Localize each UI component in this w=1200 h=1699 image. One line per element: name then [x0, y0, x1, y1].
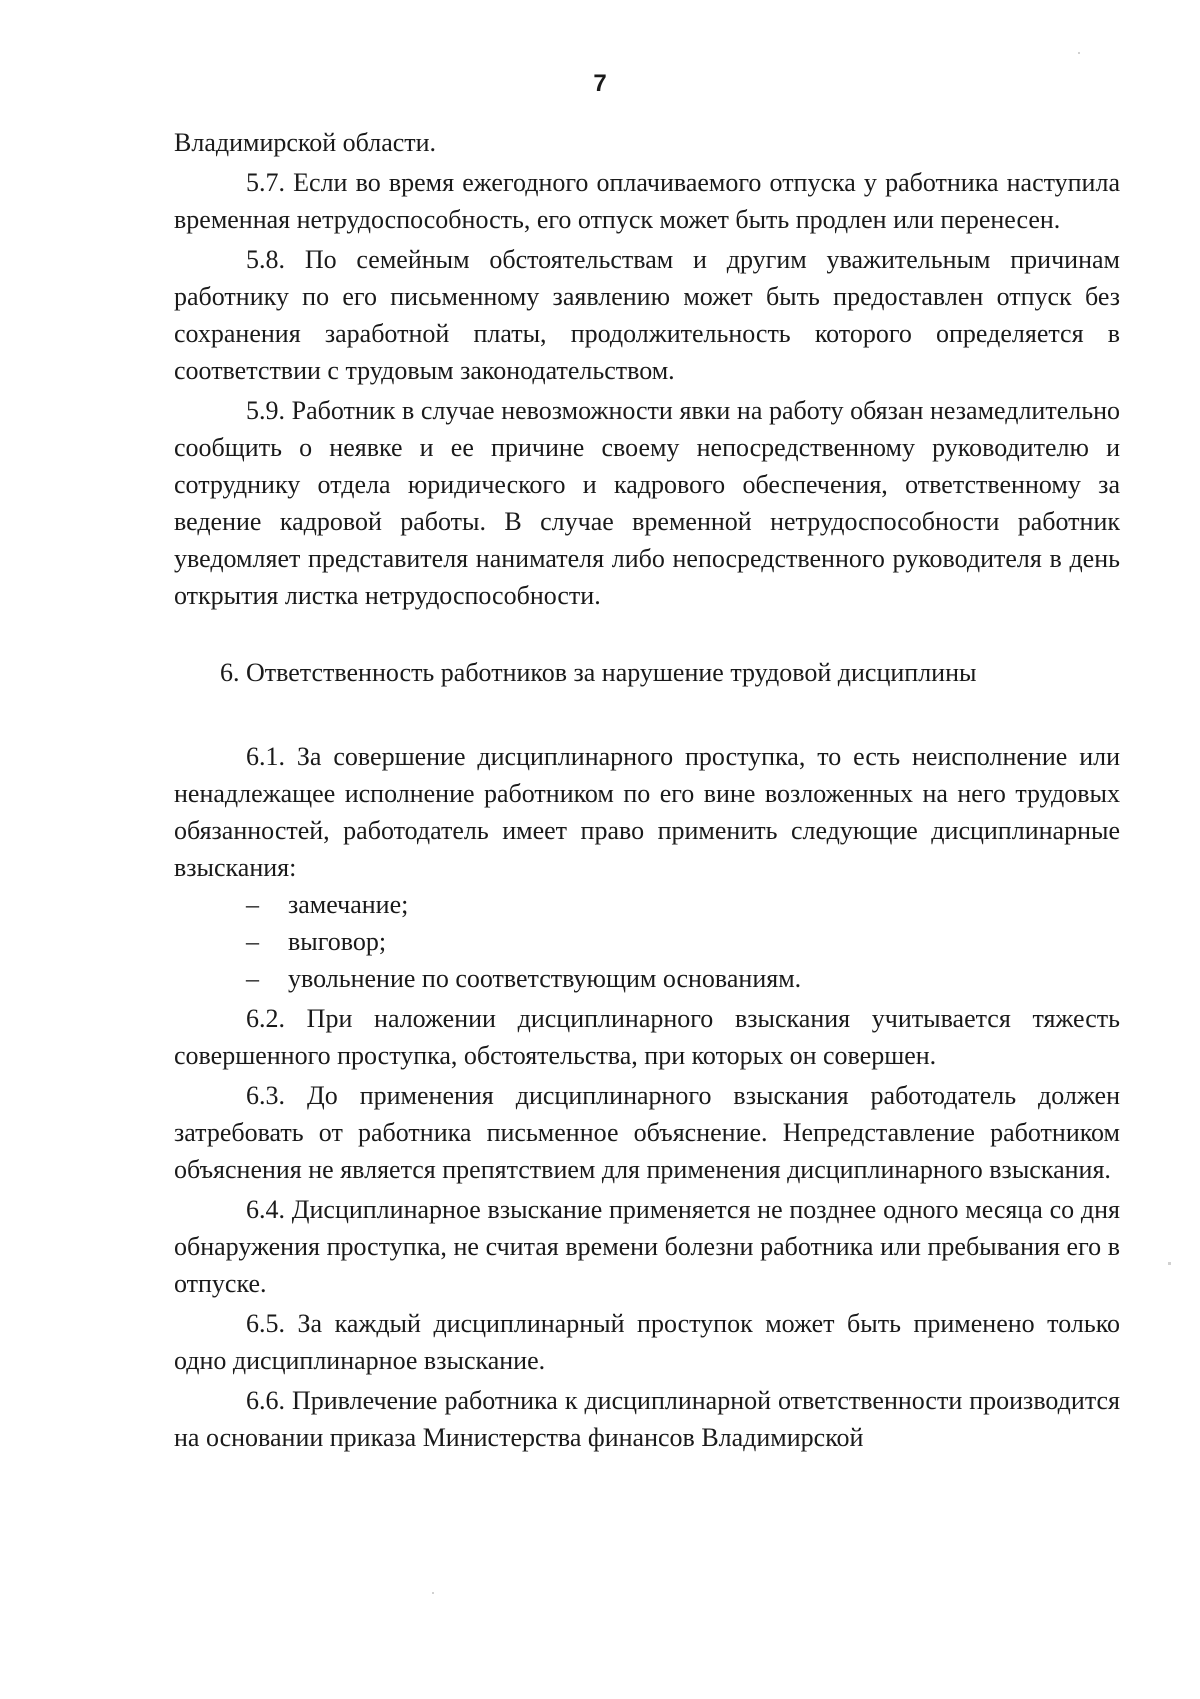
list-dash: – — [246, 890, 259, 919]
penalty-list — [174, 886, 1120, 997]
paragraph-5-8: 5.8. По семейным обстоятельствам и другим уважительным причинам работнику по его письменному заявлению может быть предоставлен отпуск без сохранения заработной платы, продолжительность которого определяется в соответствии с трудовым законодательством. — [174, 245, 1120, 385]
paragraph-continuation: Владимирской области. — [174, 128, 437, 157]
document-body — [174, 124, 1120, 1456]
scan-artifact-mark — [1168, 1262, 1171, 1265]
paragraph-5-9: 5.9. Работник в случае невозможности явки на работу обязан незамедлительно сообщить о неявке и ее причине своему непосредственному руководителю и сотруднику отдела юридического и кадрового обеспечения, ответственному за ведение кадровой работы. В случае временной нетрудоспособности работник уведомляет представителя нанимателя либо непосредственного руководителя в день открытия листка нетрудоспособности. — [174, 396, 1120, 610]
paragraph-6-1: 6.1. За совершение дисциплинарного проступка, то есть неисполнение или ненадлежащее исполнение работником по его вине возложенных на него трудовых обязанностей, работодатель имеет право применить следующие дисциплинарные взыскания: — [174, 742, 1120, 882]
paragraph-6-6: 6.6. Привлечение работника к дисциплинарной ответственности производится на основании приказа Министерства финансов Владимирской — [174, 1386, 1120, 1452]
paragraph-6-4: 6.4. Дисциплинарное взыскание применяется не позднее одного месяца со дня обнаружения проступка, не считая времени болезни работника или пребывания его в отпуске. — [174, 1195, 1120, 1298]
paragraph-6-3: 6.3. До применения дисциплинарного взыскания работодатель должен затребовать от работника письменное объяснение. Непредставление работником объяснения не является препятствием для применения дисциплинарного взыскания. — [174, 1081, 1120, 1184]
paragraph-6-2: 6.2. При наложении дисциплинарного взыскания учитывается тяжесть совершенного проступка, обстоятельства, при которых он совершен. — [174, 1004, 1120, 1070]
list-item-text: замечание; — [288, 890, 409, 919]
list-item — [246, 923, 1120, 960]
paragraph-5-7: 5.7. Если во время ежегодного оплачиваемого отпуска у работника наступила временная нетрудоспособность, его отпуск может быть продлен или перенесен. — [174, 168, 1120, 234]
section-heading-6: 6. Ответственность работников за нарушение трудовой дисциплины — [220, 658, 977, 687]
scan-artifact-mark — [432, 1592, 434, 1594]
list-item-text: выговор; — [288, 927, 387, 956]
list-dash: – — [246, 964, 259, 993]
list-item — [246, 886, 1120, 923]
page-number: 7 — [593, 70, 607, 97]
scan-artifact-mark — [1078, 52, 1080, 54]
list-item-text: увольнение по соответствующим основаниям. — [288, 964, 802, 993]
paragraph-6-5: 6.5. За каждый дисциплинарный проступок может быть применено только одно дисциплинарное взыскание. — [174, 1309, 1120, 1375]
list-item — [246, 960, 1120, 997]
list-dash: – — [246, 927, 259, 956]
